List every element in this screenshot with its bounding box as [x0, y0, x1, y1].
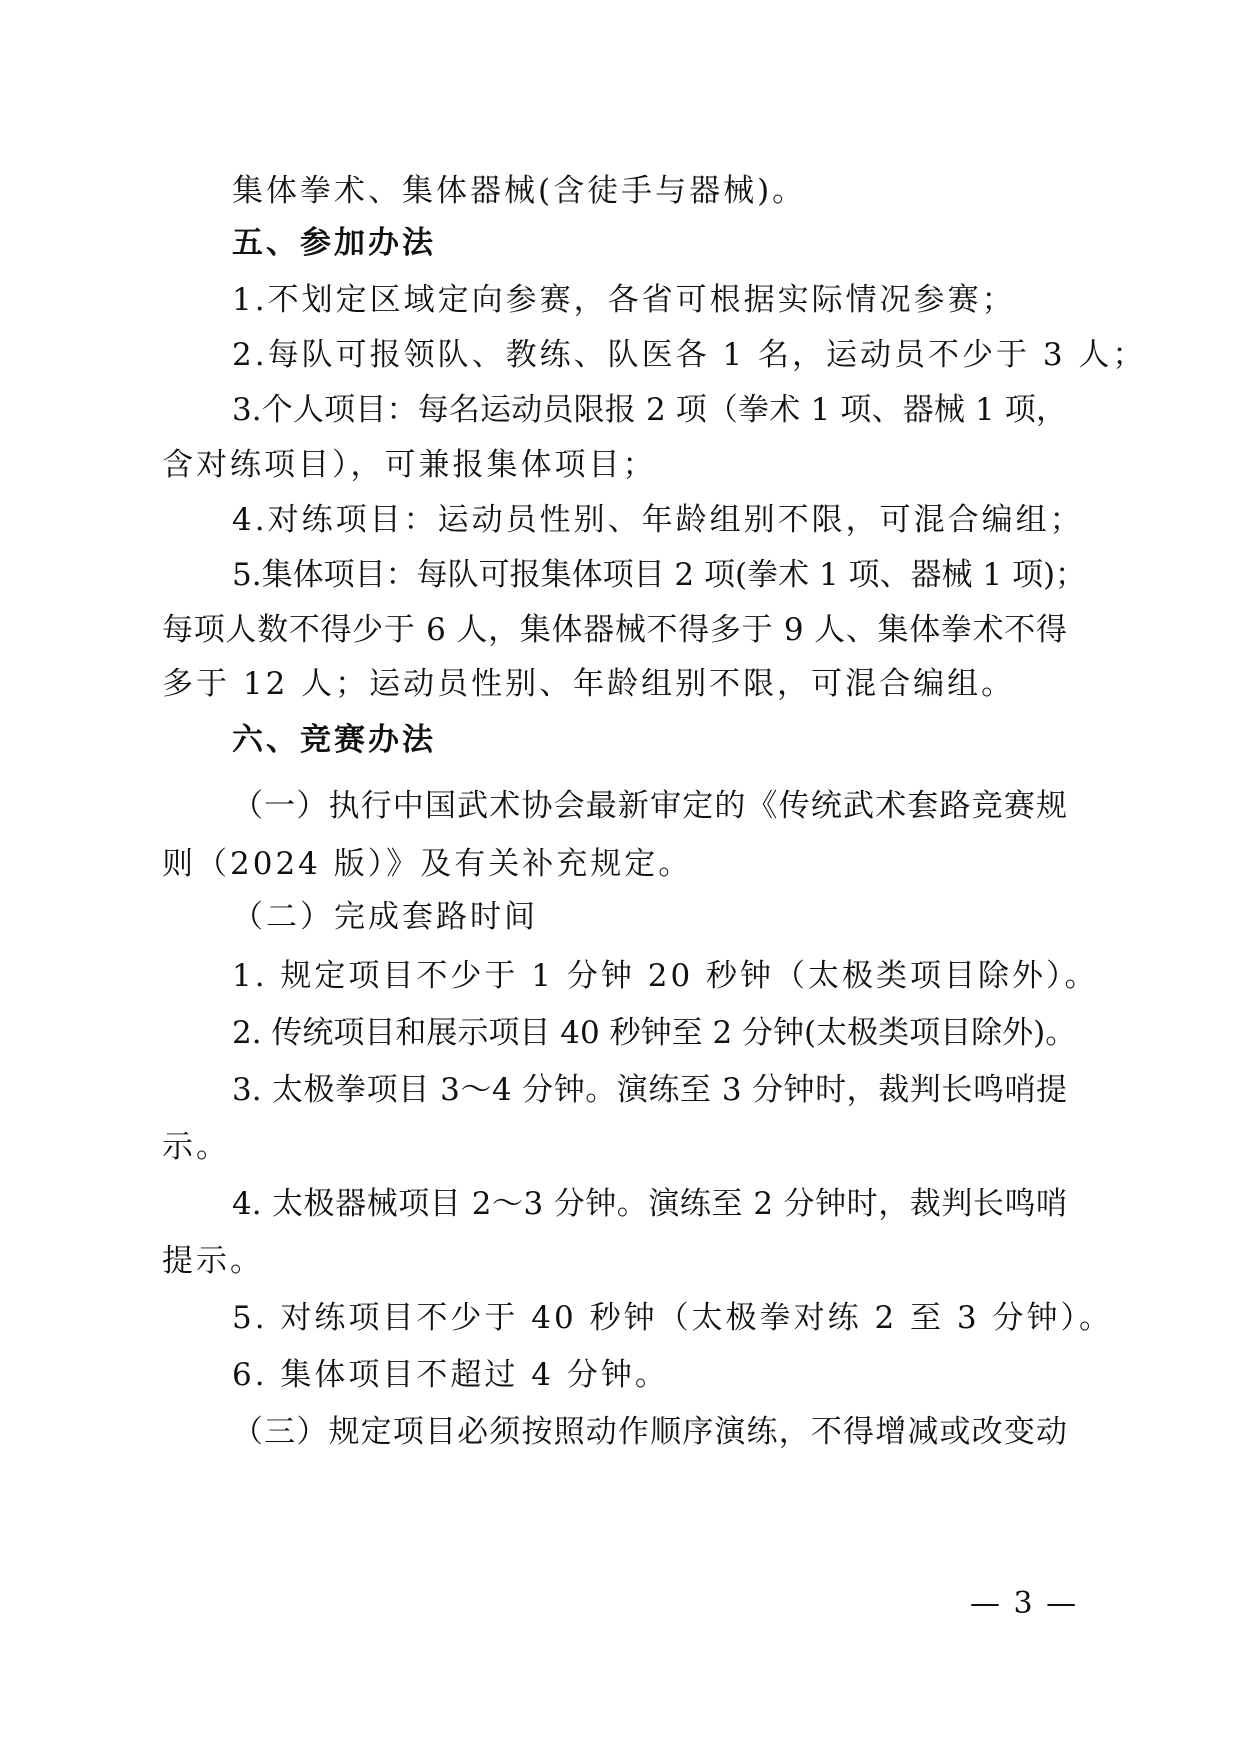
- paragraph-line: 则（2024 版）》及有关补充规定。: [162, 846, 693, 882]
- section-heading: 六、竞赛办法: [232, 722, 436, 758]
- paragraph-line: 提示。: [162, 1243, 264, 1279]
- paragraph-line: 5.集体项目：每队可报集体项目 2 项(拳术 1 项、器械 1 项)；: [232, 557, 1087, 593]
- paragraph-line: 多于 12 人；运动员性别、年龄组别不限，可混合编组。: [162, 666, 1016, 702]
- paragraph-line: 示。: [162, 1129, 230, 1165]
- paragraph-line: 6. 集体项目不超过 4 分钟。: [232, 1357, 669, 1393]
- section-heading: 五、参加办法: [232, 225, 436, 261]
- paragraph-line: 4.对练项目：运动员性别、年龄组别不限，可混合编组；: [232, 502, 1084, 538]
- paragraph-line: （二）完成套路时间: [232, 899, 538, 935]
- paragraph-line: 集体拳术、集体器械(含徒手与器械)。: [232, 173, 807, 209]
- paragraph-line: （三）规定项目必须按照动作顺序演练，不得增减或改变动: [232, 1414, 1067, 1450]
- paragraph-line: 含对练项目），可兼报集体项目；: [162, 447, 657, 483]
- paragraph-line: 3.个人项目：每名运动员限报 2 项（拳术 1 项、器械 1 项，: [232, 392, 1067, 428]
- paragraph-line: 5. 对练项目不少于 40 秒钟（太极拳对练 2 至 3 分钟）。: [232, 1300, 1113, 1336]
- paragraph-line: 3. 太极拳项目 3～4 分钟。演练至 3 分钟时，裁判长鸣哨提: [232, 1072, 1067, 1108]
- paragraph-line: 2. 传统项目和展示项目 40 秒钟至 2 分钟(太极类项目除外)。: [232, 1015, 1077, 1051]
- paragraph-line: 4. 太极器械项目 2～3 分钟。演练至 2 分钟时，裁判长鸣哨: [232, 1186, 1067, 1222]
- page-number: — 3 —: [970, 1586, 1079, 1621]
- paragraph-line: 2.每队可报领队、教练、队医各 1 名，运动员不少于 3 人；: [232, 337, 1147, 373]
- paragraph-line: （一）执行中国武术协会最新审定的《传统武术套路竞赛规: [232, 788, 1067, 824]
- paragraph-line: 1. 规定项目不少于 1 分钟 20 秒钟（太极类项目除外）。: [232, 958, 1099, 994]
- paragraph-line: 1.不划定区域定向参赛，各省可根据实际情况参赛；: [232, 282, 1016, 318]
- paragraph-line: 每项人数不得少于 6 人，集体器械不得多于 9 人、集体拳术不得: [162, 612, 1067, 648]
